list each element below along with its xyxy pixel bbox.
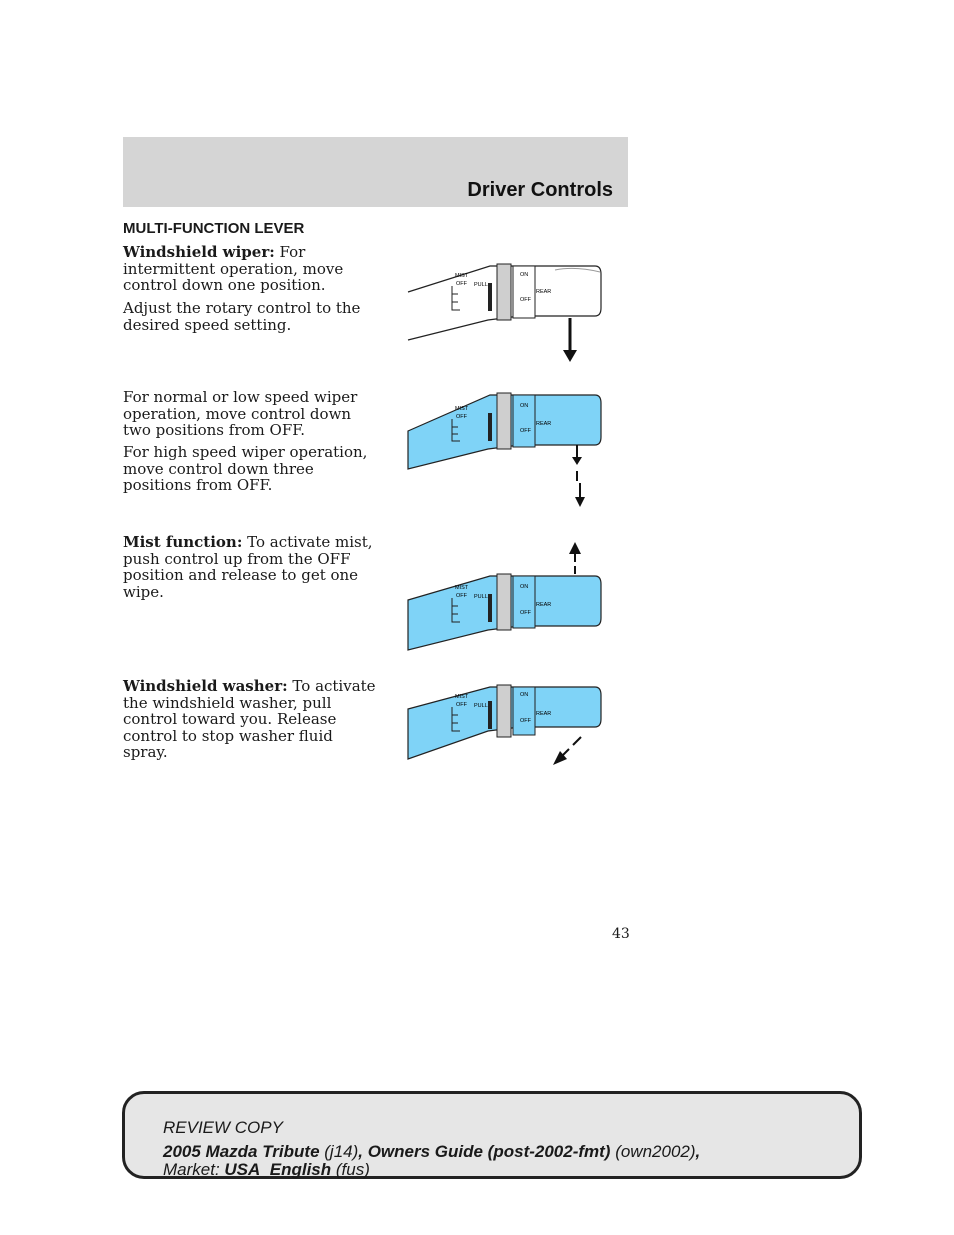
review-market: USA_English	[224, 1160, 332, 1179]
label-on: ON	[520, 403, 529, 409]
review-market-label: Market:	[163, 1160, 225, 1179]
paragraph-rotary-control: Adjust the rotary control to the desired speed setting.	[123, 299, 361, 334]
label-mist: MIST	[455, 406, 469, 412]
section-heading: MULTI-FUNCTION LEVER	[123, 220, 305, 237]
label-off: OFF	[456, 414, 467, 420]
review-guide: , Owners Guide (post-2002-fmt)	[358, 1142, 611, 1161]
review-market-code: (fus)	[331, 1160, 370, 1179]
page-number: 43	[612, 926, 630, 942]
review-guide-code: (own2002)	[610, 1142, 696, 1161]
paragraph-high-speed: For high speed wiper operation, move control down three positions from OFF.	[123, 443, 368, 494]
lever-figure-washer	[400, 683, 610, 773]
label-on: ON	[520, 584, 529, 590]
text-windshield-washer: To activate the windshield washer, pull control toward you. Release control to stop washer fluid spray.	[123, 677, 376, 761]
review-copy-box	[122, 1091, 862, 1179]
rotary-control	[497, 393, 511, 449]
label-rear: REAR	[536, 711, 552, 717]
paragraph-low-speed: For normal or low speed wiper operation, move control down two positions from OFF.	[123, 388, 358, 439]
text-windshield-wiper: For intermittent operation, move control down one position.	[123, 243, 344, 294]
text-mist-function: To activate mist, push control up from the OFF position and release to get one wipe.	[123, 533, 373, 601]
arrow-up-head	[569, 542, 581, 554]
paragraph-windshield-wiper	[123, 244, 381, 294]
label-off: OFF	[456, 593, 467, 599]
lever-figure-intermittent	[400, 258, 610, 368]
rotary-control	[497, 685, 511, 737]
arrow-pull-dashed	[573, 737, 581, 745]
label-off: OFF	[456, 281, 467, 287]
lever-figure-low-high-speed	[400, 383, 610, 513]
paragraph-mist-function	[123, 534, 381, 600]
review-copy-label: REVIEW COPY	[163, 1118, 283, 1137]
label-pull: PULL	[474, 282, 488, 288]
label-pull: PULL	[474, 703, 488, 709]
header-band	[123, 137, 628, 207]
rotary-control	[497, 574, 511, 630]
arrow-down-head	[575, 497, 585, 507]
label-on: ON	[520, 272, 529, 278]
paragraph-windshield-washer	[123, 678, 381, 761]
label-off-rear: OFF	[520, 718, 531, 724]
rotary-control	[497, 264, 511, 320]
review-vehicle-line	[163, 1142, 700, 1162]
label-off: OFF	[456, 702, 467, 708]
label-mist: MIST	[455, 273, 469, 279]
arrow-down-head	[563, 350, 577, 362]
label-on: ON	[520, 692, 529, 698]
review-separator: ,	[695, 1142, 701, 1161]
term-windshield-wiper: Windshield wiper:	[123, 243, 275, 261]
page-title: Driver Controls	[467, 179, 613, 201]
review-vehicle-code: (j14)	[319, 1142, 359, 1161]
review-market-line	[163, 1160, 370, 1180]
label-off-rear: OFF	[520, 297, 531, 303]
label-rear: REAR	[536, 289, 552, 295]
label-off-rear: OFF	[520, 610, 531, 616]
label-mist: MIST	[455, 585, 469, 591]
term-mist-function: Mist function:	[123, 533, 243, 551]
label-rear: REAR	[536, 421, 552, 427]
lever-figure-mist	[400, 538, 610, 654]
label-rear: REAR	[536, 602, 552, 608]
review-vehicle: 2005 Mazda Tribute	[163, 1142, 320, 1161]
label-off-rear: OFF	[520, 428, 531, 434]
label-pull: PULL	[474, 594, 488, 600]
term-windshield-washer: Windshield washer:	[123, 677, 288, 695]
label-mist: MIST	[455, 694, 469, 700]
